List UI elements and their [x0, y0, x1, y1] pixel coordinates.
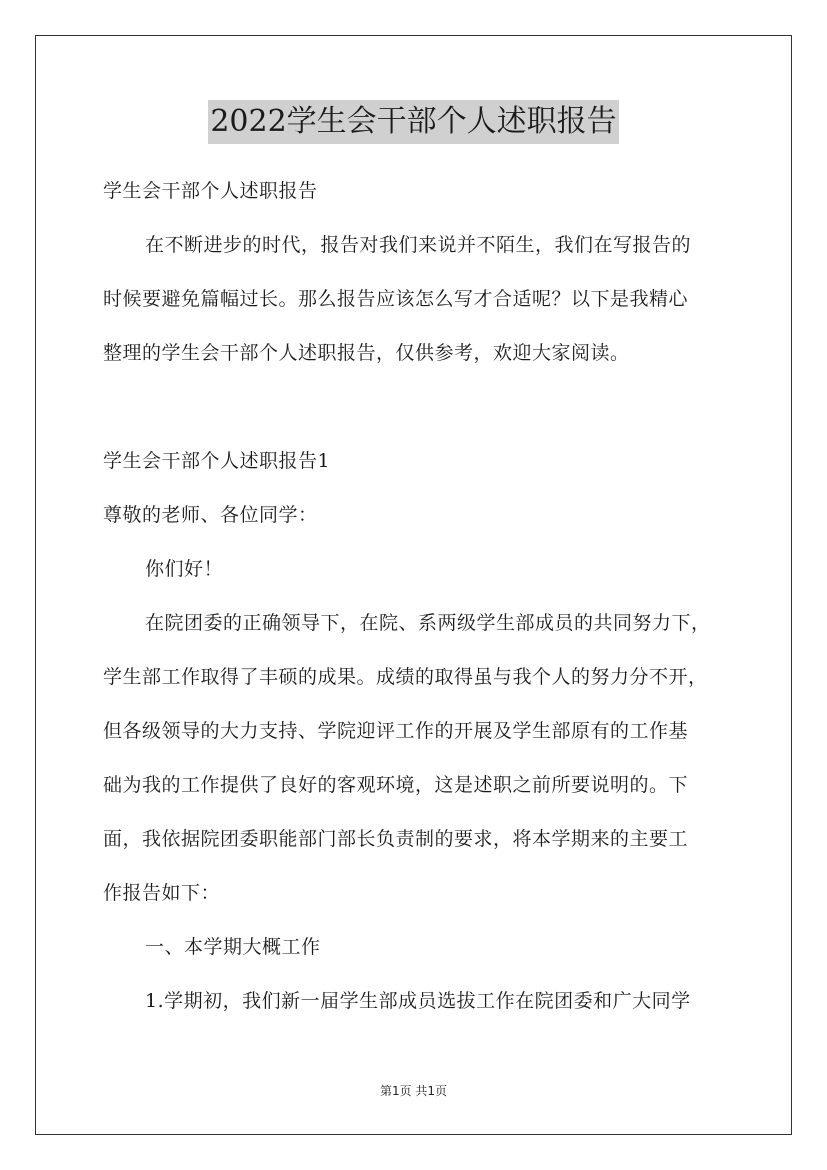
document-body: [103, 164, 728, 1028]
paragraph-line: 整理的学生会干部个人述职报告，仅供参考，欢迎大家阅读。: [103, 342, 630, 364]
paragraph-line: 在不断进步的时代，报告对我们来说并不陌生，我们在写报告的: [145, 234, 692, 256]
greeting: 你们好！: [145, 558, 224, 580]
paragraph-line: 1.学期初，我们新一届学生部成员选拔工作在院团委和广大同学: [145, 990, 691, 1012]
paragraph-line: 时候要避免篇幅过长。那么报告应该怎么写才合适呢？以下是我精心: [103, 288, 689, 310]
paragraph-line: 础为我的工作提供了良好的客观环境，这是述职之前所要说明的。下: [103, 774, 689, 796]
paragraph-line: 学生会干部个人述职报告: [103, 180, 318, 202]
paragraph-line: 作报告如下：: [103, 882, 221, 904]
paragraph-line: 在院团委的正确领导下，在院、系两级学生部成员的共同努力下，: [145, 612, 711, 634]
section-heading: 学生会干部个人述职报告1: [103, 450, 331, 472]
subsection-heading: 一、本学期大概工作: [145, 936, 321, 958]
paragraph-line: 面，我依据院团委职能部门部长负责制的要求，将本学期来的主要工: [103, 828, 689, 850]
page-footer: 第1页 共1页: [379, 1084, 448, 1098]
paragraph-line: 但各级领导的大力支持、学院迎评工作的开展及学生部原有的工作基: [103, 720, 689, 742]
document-title: 2022学生会干部个人述职报告: [208, 100, 618, 144]
blank-line: [103, 380, 728, 434]
title-container: [0, 100, 827, 144]
salutation: 尊敬的老师、各位同学：: [103, 504, 318, 526]
paragraph-line: 学生部工作取得了丰硕的成果。成绩的取得虽与我个人的努力分不开，: [103, 666, 708, 688]
